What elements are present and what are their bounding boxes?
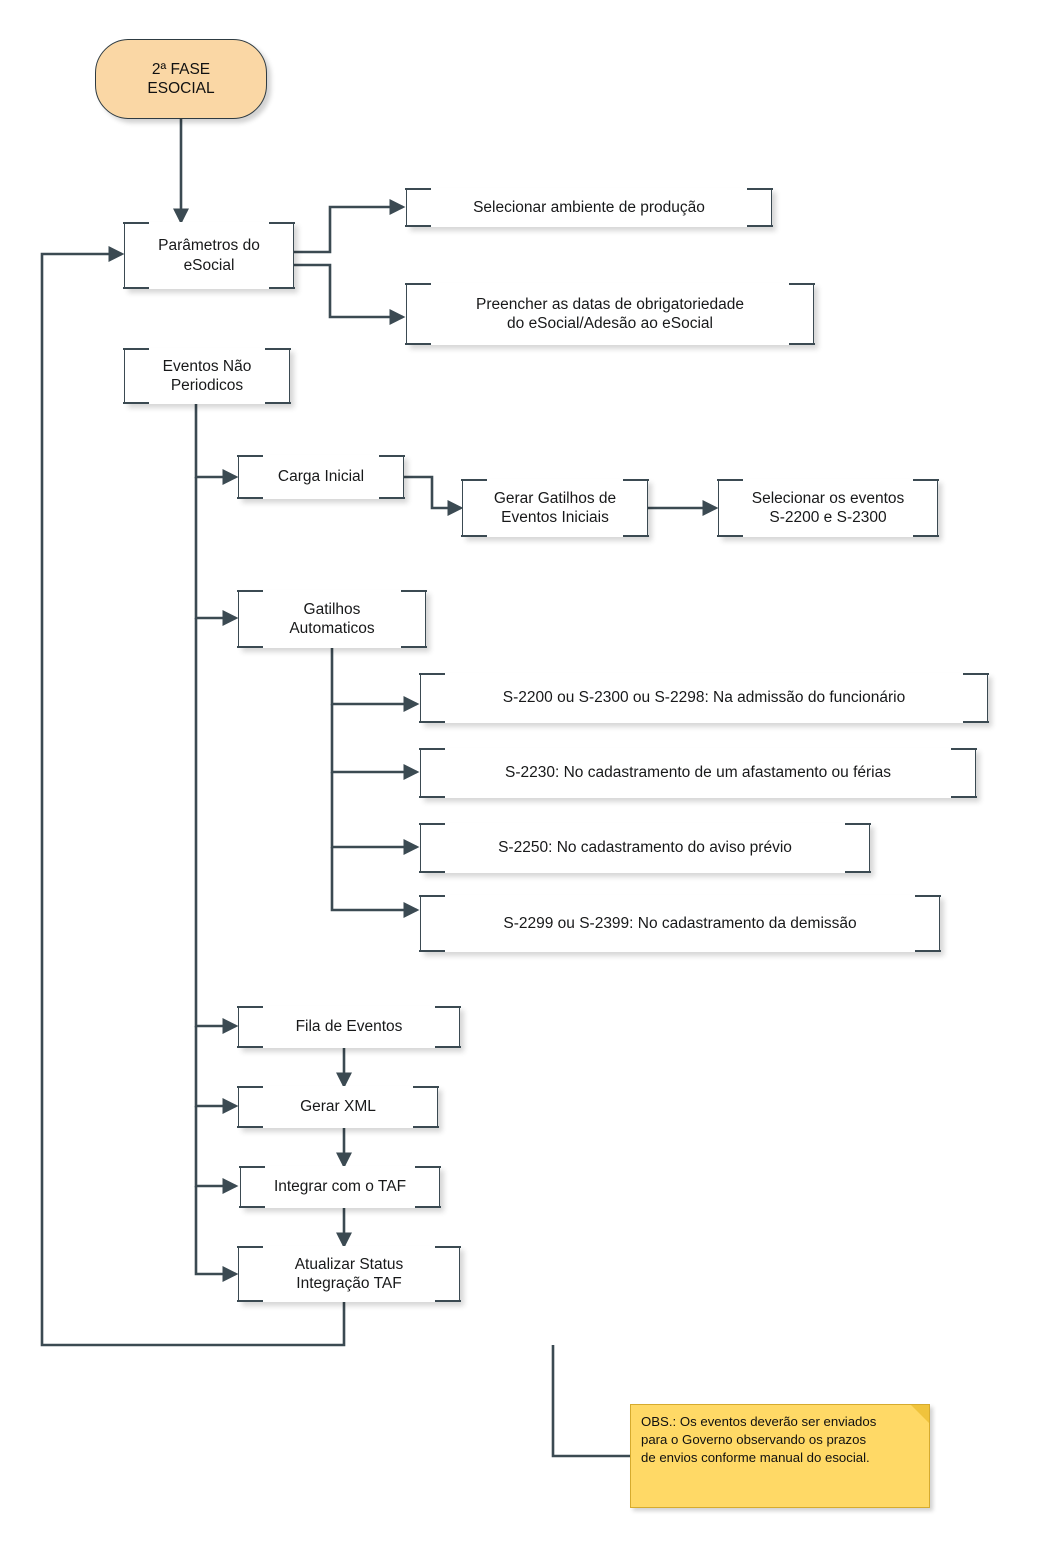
- gatilhos-automaticos-label-line2: Automaticos: [289, 620, 375, 637]
- edge-eventos-to-gerar-xml: [196, 1026, 236, 1106]
- gerar-gatilhos-label-line1: Gerar Gatilhos de: [493, 489, 617, 507]
- note-line2: para o Governo observando os prazos: [641, 1431, 867, 1447]
- selecionar-eventos-label-line2: S-2200 e S-2300: [769, 509, 887, 526]
- edge-eventos-to-atualizar: [196, 1186, 236, 1274]
- atualizar-status-label-line1: Atualizar Status: [294, 1255, 404, 1273]
- node-gerar-xml[interactable]: [238, 1086, 438, 1128]
- note-fold-corner: [911, 1405, 929, 1423]
- gerar-xml-label: Gerar XML: [300, 1098, 376, 1116]
- s2200-label: S-2200 ou S-2300 ou S-2298: Na admissão do funcionário: [502, 689, 906, 707]
- node-gerar-gatilhos-eventos-iniciais[interactable]: [462, 479, 648, 537]
- node-preencher-datas-obrigatoriedade[interactable]: [406, 283, 814, 345]
- node-evento-s2299-s2399[interactable]: [420, 895, 940, 952]
- edge-carga-to-gerar-gatilhos: [404, 477, 461, 508]
- edge-eventos-to-carga: [196, 404, 236, 477]
- node-selecionar-ambiente-producao[interactable]: [406, 188, 772, 227]
- note-line3: de envios conforme manual do esocial.: [641, 1449, 870, 1465]
- node-integrar-com-o-taf[interactable]: [240, 1166, 440, 1208]
- s2250-label: S-2250: No cadastramento do aviso prévio: [498, 839, 792, 857]
- edge-eventos-to-integrar: [196, 1106, 236, 1186]
- edge-gatilhos-to-s2200: [332, 648, 417, 704]
- datas-label-line2: do eSocial/Adesão ao eSocial: [507, 315, 713, 332]
- node-selecionar-eventos-s2200-s2300[interactable]: [718, 479, 938, 537]
- selecionar-ambiente-label: Selecionar ambiente de produção: [473, 198, 705, 216]
- integrar-taf-label: Integrar com o TAF: [273, 1178, 407, 1196]
- edge-gatilhos-to-s2250: [332, 772, 417, 847]
- start-label-line1: 2ª FASE: [151, 60, 211, 78]
- note-obs-envio-eventos: [630, 1404, 930, 1508]
- start-label-line2: ESOCIAL: [147, 80, 215, 97]
- eventos-label-line1: Eventos Não: [162, 357, 252, 375]
- edge-gatilhos-to-s2299: [332, 847, 417, 910]
- datas-label-line1: Preencher as datas de obrigatoriedade: [476, 295, 744, 313]
- edge-gatilhos-to-s2230: [332, 704, 417, 772]
- edge-parametros-to-datas: [294, 265, 403, 317]
- gerar-gatilhos-label-line2: Eventos Iniciais: [501, 509, 609, 526]
- edge-parametros-to-ambiente: [294, 207, 403, 252]
- edge-eventos-to-gatilhos: [196, 477, 236, 618]
- node-carga-inicial[interactable]: [238, 455, 404, 499]
- parametros-label-line2: eSocial: [183, 256, 235, 274]
- node-fila-de-eventos[interactable]: [238, 1006, 460, 1048]
- node-atualizar-status-integracao-taf[interactable]: [238, 1246, 460, 1302]
- edge-eventos-to-fila: [196, 618, 236, 1026]
- node-start-2a-fase-esocial[interactable]: [95, 39, 267, 119]
- node-gatilhos-automaticos[interactable]: [238, 590, 426, 648]
- carga-inicial-label: Carga Inicial: [277, 468, 365, 486]
- node-eventos-nao-periodicos[interactable]: [124, 348, 290, 404]
- node-evento-s2200-s2300-s2298[interactable]: [420, 673, 988, 723]
- eventos-label-line2: Periodicos: [170, 377, 244, 394]
- node-evento-s2250[interactable]: [420, 823, 870, 873]
- fila-eventos-label: Fila de Eventos: [295, 1018, 403, 1036]
- s2230-label: S-2230: No cadastramento de um afastamento ou férias: [505, 764, 891, 782]
- node-parametros-do-esocial[interactable]: [124, 222, 294, 289]
- note-line1: Os eventos deverão ser enviados: [679, 1414, 877, 1429]
- node-evento-s2230[interactable]: [420, 748, 976, 798]
- parametros-label-line1: Parâmetros do: [158, 237, 260, 255]
- selecionar-eventos-label-line1: Selecionar os eventos: [751, 489, 905, 507]
- atualizar-status-label-line2: Integração TAF: [296, 1275, 402, 1292]
- s2299-label: S-2299 ou S-2399: No cadastramento da demissão: [503, 914, 857, 932]
- gatilhos-automaticos-label-line1: Gatilhos: [303, 600, 361, 618]
- note-prefix: OBS.:: [641, 1414, 677, 1429]
- edge-to-note: [553, 1345, 630, 1456]
